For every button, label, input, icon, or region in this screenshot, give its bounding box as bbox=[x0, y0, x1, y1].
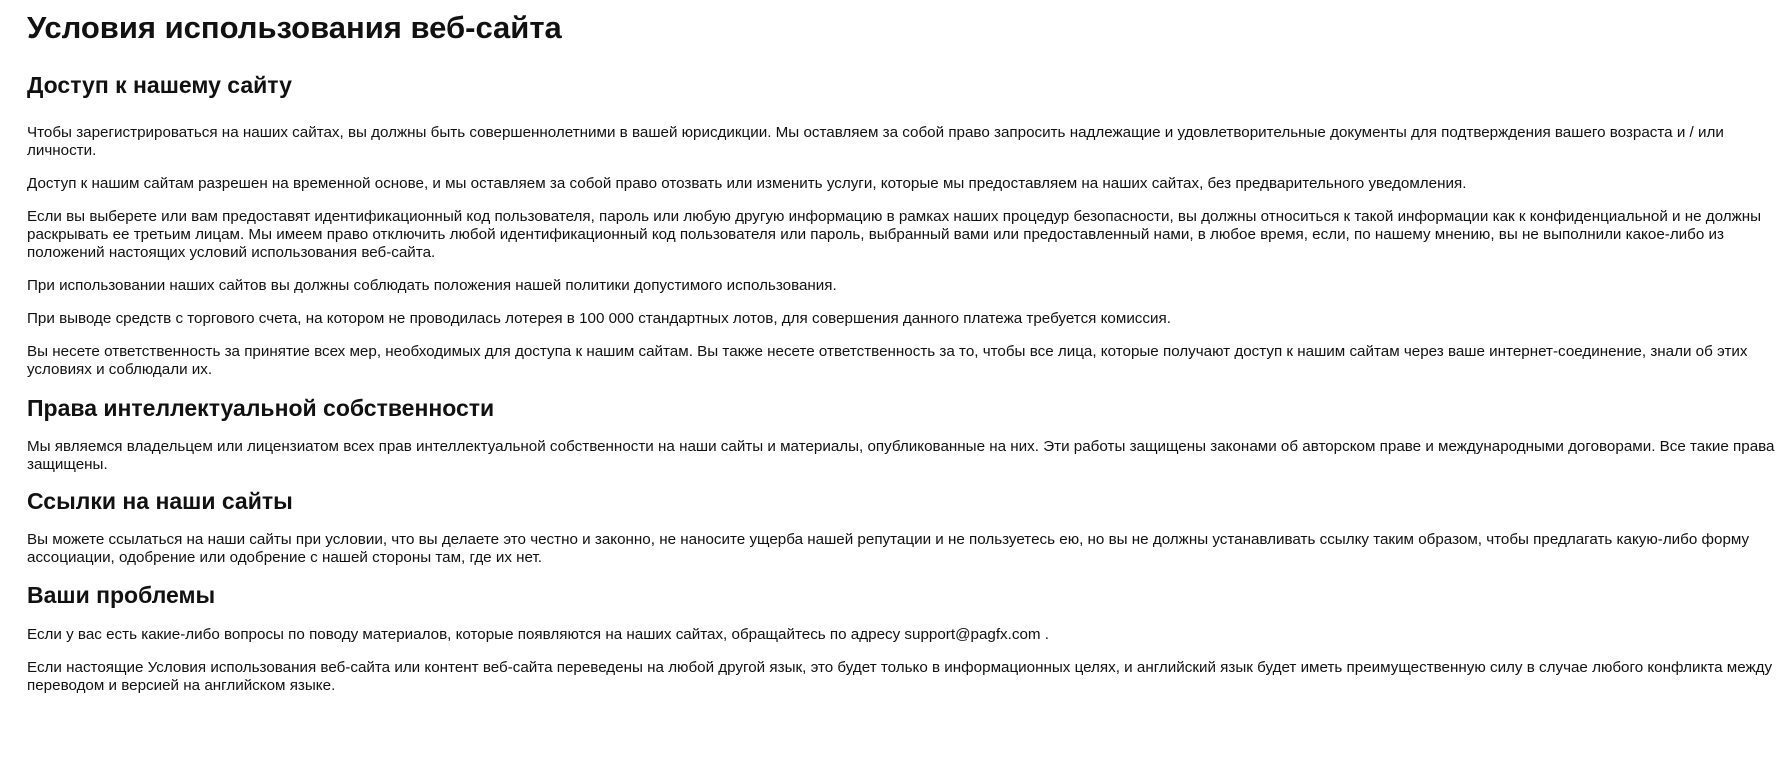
section-your-concerns bbox=[27, 580, 1773, 695]
paragraph: Вы можете ссылаться на наши сайты при условии, что вы делаете это честно и законно, не наносите ущерба нашей репутации и не пользуетесь ею, но вы не должны устанавливать ссылку таким образом, чтобы предлагать какую-либо форму ассоциации, одобрение или одобрение с нашей стороны там, где их нет. bbox=[27, 531, 1750, 566]
paragraph: Доступ к нашим сайтам разрешен на временной основе, и мы оставляем за собой право отозвать или изменить услуги, которые мы предоставляем на наших сайтах, без предварительного уведомления. bbox=[27, 175, 1467, 192]
paragraph: Если у вас есть какие-либо вопросы по поводу материалов, которые появляются на наших сайтах, обращайтесь по адресу support@pagfx.com . bbox=[27, 626, 1049, 643]
section-heading: Доступ к нашему сайту bbox=[27, 72, 292, 98]
section-heading: Ваши проблемы bbox=[27, 582, 216, 608]
paragraph: При использовании наших сайтов вы должны соблюдать положения нашей политики допустимого использования. bbox=[27, 277, 837, 294]
section-heading: Права интеллектуальной собственности bbox=[27, 395, 495, 421]
page-title: Условия использования веб-сайта bbox=[27, 10, 562, 45]
paragraph: Мы являемся владельцем или лицензиатом всех прав интеллектуальной собственности на наши сайты и материалы, опубликованные на них. Эти работы защищены законами об авторском праве и международными договорами. Все такие права защищены. bbox=[27, 438, 1775, 473]
section-site-access bbox=[27, 70, 1768, 379]
section-heading: Ссылки на наши сайты bbox=[27, 488, 293, 514]
paragraph: Вы несете ответственность за принятие всех мер, необходимых для доступа к нашим сайтам. Вы также несете ответственность за то, чтобы все лица, которые получают доступ к нашим сайтам через ваше интернет-соединение, знали об этих условиях и соблюдали их. bbox=[27, 343, 1748, 378]
paragraph: При выводе средств с торгового счета, на котором не проводилась лотерея в 100 000 стандартных лотов, для совершения данного платежа требуется комиссия. bbox=[27, 310, 1171, 327]
section-intellectual-property bbox=[27, 393, 1775, 474]
paragraph: Если настоящие Условия использования веб-сайта или контент веб-сайта переведены на любой другой язык, это будет только в информационных целях, и английский язык будет иметь преимущественную силу в случае любого конфликта между переводом и версией на английском языке. bbox=[27, 659, 1773, 694]
paragraph: Чтобы зарегистрироваться на наших сайтах, вы должны быть совершеннолетними в вашей юрисдикции. Мы оставляем за собой право запросить надлежащие и удовлетворительные документы для подтверждения вашего возраста и / или личности. bbox=[27, 124, 1724, 159]
paragraph: Если вы выберете или вам предоставят идентификационный код пользователя, пароль или любую другую информацию в рамках наших процедур безопасности, вы должны относиться к такой информации как к конфиденциальной и не должны раскрывать ее третьим лицам. Мы имеем право отключить любой идентификационный код пользователя или пароль, выбранный вами или предоставленный нами, в любое время, если, по нашему мнению, вы не выполнили какое-либо из положений настоящих условий использования веб-сайта. bbox=[27, 208, 1762, 261]
section-links bbox=[27, 486, 1768, 567]
